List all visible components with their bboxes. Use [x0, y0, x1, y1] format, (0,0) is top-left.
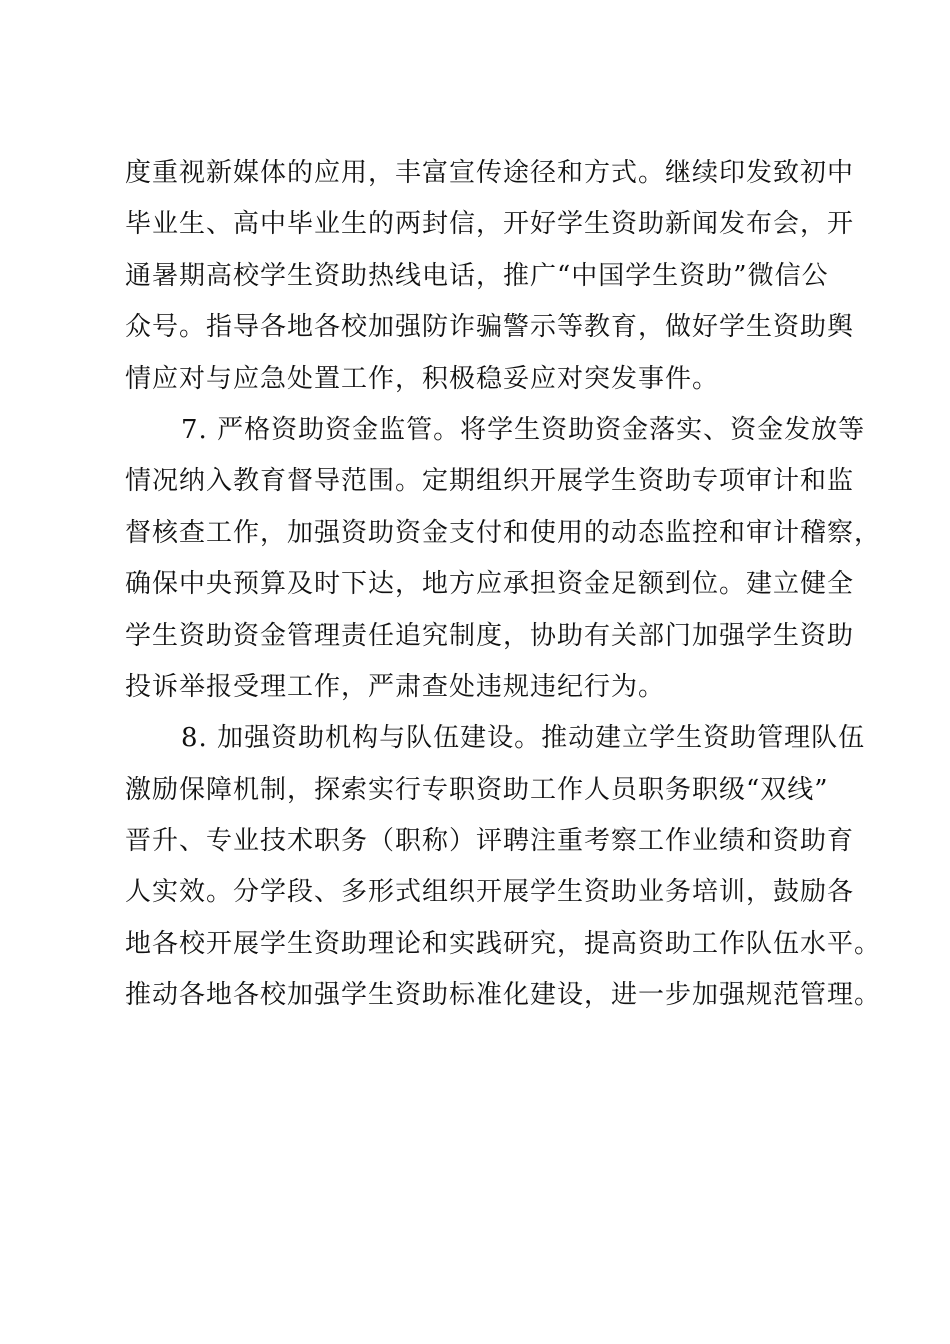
- section-7-heading-line: 7. 严格资助资金监管。将学生资助资金落实、资金发放等: [181, 414, 866, 445]
- text-line: 推动各地各校加强学生资助标准化建设，进一步加强规范管理。: [125, 980, 882, 1011]
- document-body: [125, 148, 882, 1022]
- text-line: 众号。指导各地各校加强防诈骗警示等教育，做好学生资助舆: [125, 312, 855, 343]
- text-line: 投诉举报受理工作，严肃查处违规违纪行为。: [125, 671, 666, 702]
- text-line: 度重视新媒体的应用，丰富宣传途径和方式。继续印发致初中: [125, 158, 855, 188]
- text-line: 确保中央预算及时下达，地方应承担资金足额到位。建立健全: [125, 569, 855, 600]
- text-line: 督核查工作，加强资助资金支付和使用的动态监控和审计稽察，: [125, 517, 882, 548]
- text-line: 毕业生、高中毕业生的两封信，开好学生资助新闻发布会，开: [125, 209, 855, 240]
- text-line: 激励保障机制，探索实行专职资助工作人员职务职级“双线”: [125, 774, 829, 805]
- text-line: 情况纳入教育督导范围。定期组织开展学生资助专项审计和监: [125, 466, 855, 497]
- text-line: 晋升、专业技术职务（职称）评聘注重考察工作业绩和资助育: [125, 826, 855, 857]
- text-line: 人实效。分学段、多形式组织开展学生资助业务培训，鼓励各: [125, 877, 855, 908]
- section-8-heading-line: 8. 加强资助机构与队伍建设。推动建立学生资助管理队伍: [181, 723, 866, 754]
- text-line: 地各校开展学生资助理论和实践研究，提高资助工作队伍水平。: [125, 928, 882, 959]
- text-line: 学生资助资金管理责任追究制度，协助有关部门加强学生资助: [125, 620, 855, 651]
- text-line: 情应对与应急处置工作，积极稳妥应对突发事件。: [125, 363, 720, 394]
- text-line: 通暑期高校学生资助热线电话，推广“中国学生资助”微信公: [125, 260, 829, 291]
